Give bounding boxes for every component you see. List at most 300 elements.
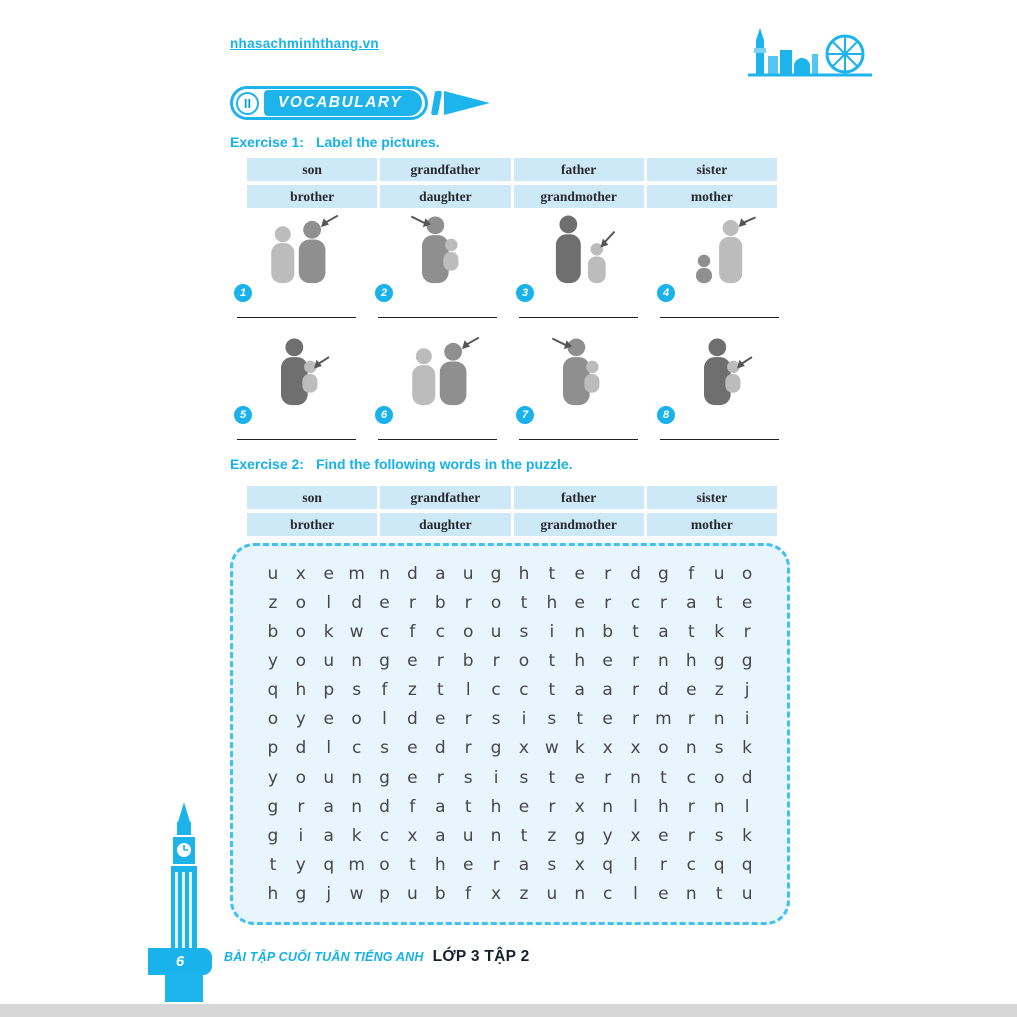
puzzle-letter: a xyxy=(435,796,446,817)
section-number-badge: II xyxy=(236,92,259,115)
puzzle-letter: q xyxy=(323,854,335,875)
puzzle-letter: c xyxy=(491,680,501,701)
answer-blank-line xyxy=(237,317,356,318)
puzzle-row xyxy=(259,680,761,700)
puzzle-letter: e xyxy=(686,680,697,701)
puzzle-letter: b xyxy=(602,622,614,643)
puzzle-letter: t xyxy=(548,767,556,788)
puzzle-letter: g xyxy=(267,796,279,817)
puzzle-letter: g xyxy=(267,825,279,846)
puzzle-letter: r xyxy=(464,593,472,614)
puzzle-letter: i xyxy=(744,709,750,730)
puzzle-letter: p xyxy=(267,738,279,759)
puzzle-letter: n xyxy=(574,883,586,904)
puzzle-letter: e xyxy=(323,564,334,584)
puzzle-letter: o xyxy=(490,593,502,614)
puzzle-letter: h xyxy=(490,796,502,817)
puzzle-letter: x xyxy=(630,825,641,846)
puzzle-letter: t xyxy=(436,680,444,701)
puzzle-letter: n xyxy=(351,651,362,672)
puzzle-letter: t xyxy=(409,854,416,875)
puzzle-letter: f xyxy=(409,622,416,643)
puzzle-letter: b xyxy=(434,593,446,614)
puzzle-letter: a xyxy=(323,825,334,846)
puzzle-letter: h xyxy=(658,796,669,817)
puzzle-letter: q xyxy=(713,854,725,875)
puzzle-letter: l xyxy=(633,883,638,904)
puzzle-letter: o xyxy=(295,622,307,643)
word-bank-cell: son xyxy=(247,486,377,509)
puzzle-letter: u xyxy=(490,622,502,643)
puzzle-letter: r xyxy=(408,593,416,614)
puzzle-letter: b xyxy=(462,651,474,672)
puzzle-letter: e xyxy=(574,767,585,788)
puzzle-letter: g xyxy=(379,767,390,788)
puzzle-letter: m xyxy=(655,709,672,730)
puzzle-letter: f xyxy=(409,796,416,817)
word-bank-cell: mother xyxy=(647,185,777,208)
exercise1-heading xyxy=(230,134,440,150)
answer-blank-line xyxy=(660,317,779,318)
item-number-badge: 4 xyxy=(657,284,675,302)
puzzle-letter: u xyxy=(462,825,474,846)
puzzle-letter: s xyxy=(547,854,557,875)
exercise2-label: Exercise 2: xyxy=(230,456,304,472)
puzzle-letter: e xyxy=(379,593,390,614)
puzzle-letter: d xyxy=(295,738,307,759)
puzzle-letter: r xyxy=(659,854,667,875)
puzzle-letter: h xyxy=(546,593,558,614)
puzzle-letter: t xyxy=(632,622,639,643)
puzzle-letter: q xyxy=(602,854,614,875)
puzzle-letter: n xyxy=(713,796,725,817)
item-number-badge: 2 xyxy=(375,284,393,302)
puzzle-letter: r xyxy=(297,796,305,817)
puzzle-letter: o xyxy=(267,709,279,730)
puzzle-letter: w xyxy=(349,622,364,643)
puzzle-letter: i xyxy=(549,622,555,643)
puzzle-letter: k xyxy=(323,622,334,643)
puzzle-letter: l xyxy=(326,738,332,759)
puzzle-letter: d xyxy=(741,767,753,788)
puzzle-letter: z xyxy=(519,883,529,904)
picture-item xyxy=(514,334,643,442)
answer-blank-line xyxy=(519,317,638,318)
scan-edge-shadow xyxy=(0,1004,1017,1017)
puzzle-letter: s xyxy=(714,738,724,759)
puzzle-letter: e xyxy=(462,854,474,875)
puzzle-letter: n xyxy=(658,651,669,672)
footer-book-title: LỚP 3 TẬP 2 xyxy=(432,948,530,965)
footer-title xyxy=(224,948,530,975)
puzzle-letter: t xyxy=(715,883,723,904)
word-bank-cell: father xyxy=(514,158,644,181)
puzzle-letter: h xyxy=(295,680,307,701)
puzzle-letter: u xyxy=(741,883,753,904)
puzzle-letter: c xyxy=(519,680,529,701)
puzzle-letter: g xyxy=(379,651,390,672)
puzzle-letter: r xyxy=(687,825,695,846)
mother-baby-illustration xyxy=(661,334,779,414)
puzzle-letter: x xyxy=(491,883,502,904)
puzzle-grid xyxy=(230,543,790,925)
puzzle-letter: m xyxy=(348,854,365,875)
puzzle-letter: o xyxy=(518,651,530,672)
puzzle-letter: b xyxy=(267,622,279,643)
puzzle-letter: x xyxy=(630,738,641,759)
puzzle-row xyxy=(259,797,761,817)
picture-item xyxy=(373,212,502,320)
word-bank-cell: daughter xyxy=(380,185,510,208)
puzzle-letter: r xyxy=(436,651,444,672)
grandparents-illustration xyxy=(238,212,356,292)
puzzle-letter: o xyxy=(658,738,669,759)
puzzle-letter: a xyxy=(686,593,697,614)
puzzle-letter: u xyxy=(323,651,335,672)
puzzle-letter: r xyxy=(687,709,695,730)
puzzle-letter: z xyxy=(268,593,278,614)
puzzle-letter: k xyxy=(742,738,753,759)
puzzle-letter: t xyxy=(269,854,277,875)
puzzle-letter: c xyxy=(379,622,390,643)
picture-item xyxy=(232,334,361,442)
puzzle-letter: e xyxy=(435,709,446,730)
puzzle-letter: n xyxy=(630,767,641,788)
puzzle-letter: l xyxy=(744,796,750,817)
puzzle-letter: u xyxy=(546,883,558,904)
puzzle-letter: x xyxy=(518,738,529,759)
puzzle-letter: r xyxy=(687,796,695,817)
puzzle-letter: i xyxy=(298,825,304,846)
word-bank-row xyxy=(247,486,777,509)
puzzle-letter: o xyxy=(295,767,307,788)
puzzle-letter: f xyxy=(688,564,695,584)
puzzle-row xyxy=(259,651,761,671)
puzzle-letter: y xyxy=(295,854,306,875)
puzzle-letter: e xyxy=(602,651,613,672)
puzzle-row xyxy=(259,593,761,613)
word-bank-cell: brother xyxy=(247,185,377,208)
puzzle-letter: r xyxy=(632,709,640,730)
puzzle-letter: h xyxy=(267,883,279,904)
puzzle-letter: r xyxy=(632,680,640,701)
puzzle-letter: g xyxy=(658,564,669,584)
puzzle-row xyxy=(259,855,761,875)
word-bank-cell: father xyxy=(514,486,644,509)
puzzle-letter: t xyxy=(715,593,723,614)
word-bank-row xyxy=(247,185,777,208)
word-bank-table-1 xyxy=(247,158,777,208)
puzzle-letter: l xyxy=(633,854,638,875)
puzzle-letter: n xyxy=(685,883,697,904)
answer-blank-line xyxy=(660,439,779,440)
page-number-badge: 6 xyxy=(148,948,212,975)
item-number-badge: 5 xyxy=(234,406,252,424)
word-bank-cell: sister xyxy=(647,158,777,181)
puzzle-letter: c xyxy=(602,883,613,904)
mother-child-illustration xyxy=(520,212,638,292)
puzzle-letter: g xyxy=(295,883,307,904)
puzzle-letter: y xyxy=(602,825,613,846)
puzzle-letter: u xyxy=(267,564,279,584)
puzzle-letter: t xyxy=(687,622,695,643)
picture-item xyxy=(655,334,784,442)
answer-blank-line xyxy=(378,317,497,318)
puzzle-letter: e xyxy=(574,593,585,614)
item-number-badge: 7 xyxy=(516,406,534,424)
picture-item xyxy=(655,212,784,320)
puzzle-letter: f xyxy=(465,883,472,904)
puzzle-letter: c xyxy=(435,622,445,643)
word-bank-table-2 xyxy=(247,486,777,536)
answer-blank-line xyxy=(519,439,638,440)
puzzle-letter: x xyxy=(295,564,306,584)
puzzle-letter: z xyxy=(714,680,724,701)
puzzle-row xyxy=(259,564,761,584)
puzzle-letter: x xyxy=(407,825,418,846)
puzzle-letter: b xyxy=(434,883,446,904)
puzzle-letter: c xyxy=(630,593,641,614)
puzzle-letter: k xyxy=(714,622,725,643)
word-bank-row xyxy=(247,158,777,181)
puzzle-letter: p xyxy=(323,680,335,701)
puzzle-letter: q xyxy=(741,854,753,875)
father-baby-illustration xyxy=(379,212,497,292)
section-banner-pill xyxy=(230,86,428,120)
puzzle-letter: c xyxy=(686,767,696,788)
puzzle-letter: s xyxy=(463,767,473,788)
puzzle-letter: s xyxy=(352,680,362,701)
answer-blank-line xyxy=(237,439,356,440)
word-bank-cell: son xyxy=(247,158,377,181)
puzzle-letter: d xyxy=(434,738,446,759)
puzzle-letter: k xyxy=(351,825,362,846)
puzzle-letter: r xyxy=(436,767,444,788)
puzzle-letter: x xyxy=(574,854,585,875)
puzzle-letter: e xyxy=(518,796,530,817)
puzzle-letter: t xyxy=(464,796,472,817)
website-link[interactable]: nhasachminhthang.vn xyxy=(230,36,379,51)
word-bank-cell: daughter xyxy=(380,513,510,536)
puzzle-letter: d xyxy=(658,680,669,701)
puzzle-letter: n xyxy=(602,796,614,817)
puzzle-letter: o xyxy=(295,593,307,614)
puzzle-letter: g xyxy=(490,564,502,584)
puzzle-letter: l xyxy=(382,709,387,730)
puzzle-row xyxy=(259,884,761,904)
puzzle-letter: t xyxy=(548,564,556,584)
puzzle-row xyxy=(259,622,761,642)
footer-series-title: BÀI TẬP CUỐI TUẦN TIẾNG ANH xyxy=(224,950,424,964)
banner-stripe-icon xyxy=(431,91,442,115)
puzzle-letter: n xyxy=(490,825,502,846)
section-banner xyxy=(230,86,490,120)
puzzle-letter: h xyxy=(434,854,446,875)
puzzle-letter: o xyxy=(713,767,725,788)
puzzle-letter: j xyxy=(326,883,332,904)
puzzle-letter: w xyxy=(544,738,559,759)
pictures-grid xyxy=(232,212,784,442)
puzzle-letter: z xyxy=(407,680,417,701)
puzzle-letter: w xyxy=(349,883,364,904)
word-bank-cell: sister xyxy=(647,486,777,509)
banner-pennant-icon xyxy=(444,91,490,115)
item-number-badge: 1 xyxy=(234,284,252,302)
word-bank-cell: grandfather xyxy=(380,158,510,181)
puzzle-letter: s xyxy=(714,825,724,846)
puzzle-letter: n xyxy=(379,564,390,584)
puzzle-letter: t xyxy=(660,767,667,788)
puzzle-letter: n xyxy=(713,709,725,730)
puzzle-letter: p xyxy=(379,883,390,904)
puzzle-letter: q xyxy=(267,680,279,701)
picture-item xyxy=(373,334,502,442)
puzzle-letter: r xyxy=(492,651,500,672)
word-bank-cell: grandfather xyxy=(380,486,510,509)
answer-blank-line xyxy=(378,439,497,440)
puzzle-letter: o xyxy=(351,709,362,730)
puzzle-letter: r xyxy=(464,709,472,730)
puzzle-letter: n xyxy=(351,796,362,817)
puzzle-letter: g xyxy=(741,651,753,672)
puzzle-letter: l xyxy=(465,680,471,701)
london-skyline-logo xyxy=(748,24,872,82)
sister-baby-illustration xyxy=(661,212,779,292)
puzzle-letter: k xyxy=(742,825,753,846)
puzzle-letter: d xyxy=(379,796,390,817)
puzzle-letter: i xyxy=(521,709,527,730)
puzzle-letter: t xyxy=(548,651,556,672)
word-bank-row xyxy=(247,513,777,536)
puzzle-letter: x xyxy=(574,796,585,817)
puzzle-letter: i xyxy=(493,767,499,788)
puzzle-letter: n xyxy=(351,767,362,788)
puzzle-letter: e xyxy=(407,767,418,788)
puzzle-letter: h xyxy=(518,564,530,584)
puzzle-letter: s xyxy=(380,738,389,759)
puzzle-letter: z xyxy=(547,825,557,846)
puzzle-letter: e xyxy=(323,709,334,730)
puzzle-letter: g xyxy=(574,825,586,846)
word-bank-cell: brother xyxy=(247,513,377,536)
puzzle-letter: c xyxy=(351,738,362,759)
picture-item xyxy=(514,212,643,320)
grandparents-illustration xyxy=(379,334,497,414)
mother-baby-illustration xyxy=(238,334,356,414)
puzzle-letter: y xyxy=(267,767,278,788)
puzzle-letter: a xyxy=(518,854,530,875)
puzzle-row xyxy=(259,826,761,846)
puzzle-letter: a xyxy=(323,796,334,817)
puzzle-letter: f xyxy=(381,680,388,701)
puzzle-row xyxy=(259,768,761,788)
puzzle-row xyxy=(259,738,761,758)
puzzle-letter: r xyxy=(632,651,640,672)
puzzle-letter: r xyxy=(604,564,612,584)
puzzle-letter: j xyxy=(744,680,750,701)
puzzle-letter: c xyxy=(379,825,390,846)
exercise2-heading xyxy=(230,456,573,472)
section-title: VOCABULARY xyxy=(264,90,422,116)
puzzle-letter: u xyxy=(713,564,725,584)
puzzle-letter: r xyxy=(464,738,472,759)
puzzle-letter: r xyxy=(659,593,667,614)
puzzle-letter: u xyxy=(462,564,474,584)
puzzle-letter: l xyxy=(633,796,638,817)
puzzle-letter: o xyxy=(462,622,474,643)
puzzle-letter: n xyxy=(574,622,586,643)
puzzle-letter: k xyxy=(574,738,585,759)
item-number-badge: 3 xyxy=(516,284,534,302)
puzzle-letter: g xyxy=(490,738,502,759)
puzzle-letter: d xyxy=(630,564,641,584)
puzzle-letter: e xyxy=(658,883,669,904)
puzzle-letter: r xyxy=(492,854,500,875)
puzzle-letter: a xyxy=(658,622,669,643)
puzzle-letter: e xyxy=(407,651,418,672)
puzzle-letter: o xyxy=(379,854,390,875)
word-bank-cell: mother xyxy=(647,513,777,536)
puzzle-letter: a xyxy=(435,564,446,584)
puzzle-letter: s xyxy=(491,709,501,730)
word-bank-cell: grandmother xyxy=(514,185,644,208)
puzzle-letter: r xyxy=(604,767,612,788)
puzzle-letter: e xyxy=(602,709,613,730)
puzzle-letter: d xyxy=(351,593,363,614)
puzzle-letter: o xyxy=(295,651,307,672)
puzzle-letter: u xyxy=(323,767,335,788)
puzzle-letter: x xyxy=(602,738,613,759)
puzzle-letter: n xyxy=(685,738,697,759)
puzzle-letter: r xyxy=(743,622,751,643)
puzzle-letter: u xyxy=(407,883,418,904)
puzzle-letter: d xyxy=(407,564,418,584)
word-bank-cell: grandmother xyxy=(514,513,644,536)
puzzle-letter: g xyxy=(713,651,725,672)
puzzle-letter: a xyxy=(574,680,585,701)
puzzle-letter: s xyxy=(519,767,529,788)
puzzle-letter: e xyxy=(407,738,418,759)
puzzle-letter: s xyxy=(519,622,529,643)
puzzle-letter: r xyxy=(548,796,556,817)
father-baby-illustration xyxy=(520,334,638,414)
puzzle-letter: o xyxy=(741,564,753,584)
puzzle-letter: t xyxy=(520,593,528,614)
item-number-badge: 6 xyxy=(375,406,393,424)
puzzle-letter: d xyxy=(407,709,418,730)
puzzle-letter: s xyxy=(547,709,557,730)
puzzle-letter: r xyxy=(604,593,612,614)
puzzle-letter: h xyxy=(685,651,697,672)
exercise1-instruction: Label the pictures. xyxy=(315,134,440,150)
puzzle-letter: y xyxy=(295,709,306,730)
puzzle-letter: y xyxy=(267,651,278,672)
picture-item xyxy=(232,212,361,320)
puzzle-letter: a xyxy=(435,825,446,846)
puzzle-letter: l xyxy=(326,593,332,614)
puzzle-letter: t xyxy=(548,680,556,701)
puzzle-letter: e xyxy=(741,593,753,614)
puzzle-letter: m xyxy=(348,564,365,584)
puzzle-row xyxy=(259,709,761,729)
puzzle-letter: a xyxy=(602,680,613,701)
item-number-badge: 8 xyxy=(657,406,675,424)
exercise2-instruction: Find the following words in the puzzle. xyxy=(315,456,573,472)
exercise1-label: Exercise 1: xyxy=(230,134,304,150)
puzzle-letter: t xyxy=(576,709,584,730)
puzzle-letter: h xyxy=(574,651,586,672)
puzzle-letter: t xyxy=(520,825,528,846)
